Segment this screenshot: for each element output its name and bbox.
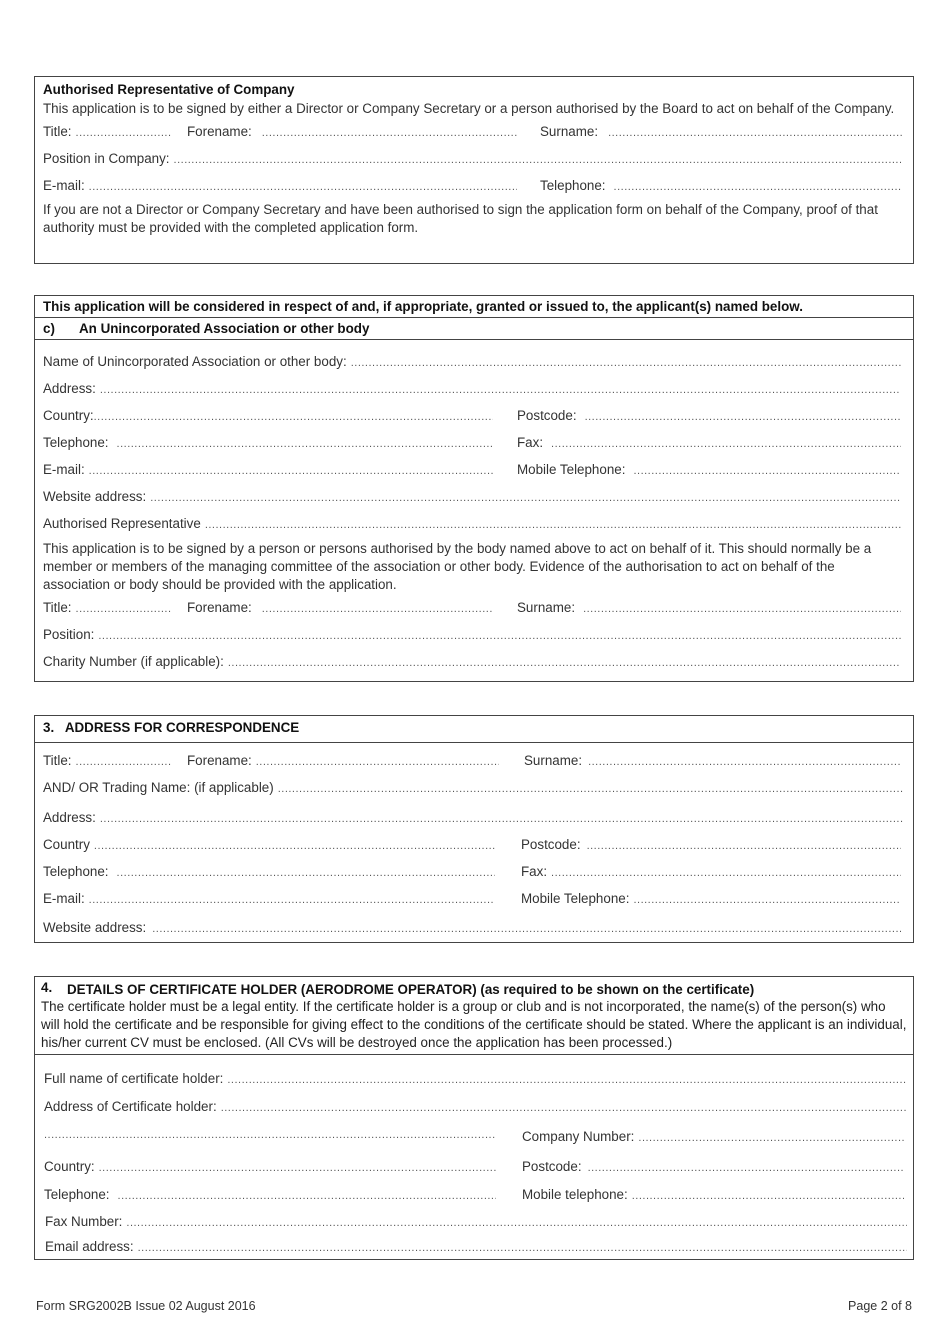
surname-field[interactable]: Surname: ..... xyxy=(524,753,901,768)
certificate-holder-address-field[interactable]: Address of Certificate holder: ..... xyxy=(44,1099,906,1114)
website-field[interactable]: Website address: ..... xyxy=(43,920,901,935)
auth-rep-position-row xyxy=(35,145,913,172)
certificate-holder-address-line2-field[interactable] xyxy=(44,1129,496,1141)
company-number-field[interactable]: Company Number: ..... xyxy=(522,1129,904,1144)
mobile-telephone-field[interactable]: Mobile telephone: ..... xyxy=(522,1187,904,1202)
fax-number-field[interactable]: Fax Number: ..... xyxy=(45,1214,907,1229)
mobile-telephone-field[interactable]: Mobile Telephone: ..... xyxy=(517,462,901,477)
certificate-holder-note: The certificate holder must be a legal entity. If the certificate holder is a group or club and is not incorporated, the name(s) of the person(s) who will hold the certificate and be responsible for giving effect to the conditions of the certificate should be stated. Where the applicant is an individual, his/her current CV must be enclosed. (All CVs will be destroyed once the application has been processed.) xyxy=(35,998,913,1055)
unincorporated-section xyxy=(34,295,914,682)
auth-rep-name-row xyxy=(35,118,913,145)
auth-rep-heading: Authorised Representative of Company xyxy=(43,82,295,97)
unincorporated-heading: This application will be considered in respect of and, if appropriate, granted or issued to, the applicant(s) named below. xyxy=(35,296,913,318)
address-field[interactable]: Address: ..... xyxy=(43,381,901,396)
mobile-telephone-field[interactable]: Mobile Telephone: ..... xyxy=(521,891,901,906)
email-address-field[interactable]: Email address: ..... xyxy=(45,1239,907,1254)
title-field[interactable]: Title: ..... xyxy=(43,753,171,768)
forename-field[interactable]: Forename: ..... xyxy=(187,600,493,615)
certificate-holder-heading: 4. DETAILS OF CERTIFICATE HOLDER (AERODROME OPERATOR) (as required to be shown on the certificate) xyxy=(41,980,755,997)
certificate-holder-name-field[interactable]: Full name of certificate holder: ..... xyxy=(44,1071,906,1086)
country-field[interactable]: Country: ..... xyxy=(43,408,493,423)
forename-field[interactable]: Forename: ..... xyxy=(187,124,517,139)
title-field[interactable]: Title: ..... xyxy=(43,600,171,615)
unincorporated-note: This application is to be signed by a person or persons authorised by the body named above to act on behalf of it. This should normally be a member or members of the managing committee of the association or other body. Evidence of the authorisation to act on behalf of the association or body should be provided with the application. xyxy=(43,541,872,592)
charity-number-field[interactable]: Charity Number (if applicable): ..... xyxy=(43,654,901,669)
title-field[interactable]: Title: ..... xyxy=(43,124,171,139)
telephone-field[interactable]: Telephone: ..... xyxy=(43,435,493,450)
country-field[interactable]: Country: ..... xyxy=(44,1159,496,1174)
email-field[interactable]: E-mail: ..... xyxy=(43,891,495,906)
correspondence-heading: 3. ADDRESS FOR CORRESPONDENCE xyxy=(35,716,913,743)
position-in-company-field[interactable]: Position in Company: ..... xyxy=(43,151,901,166)
surname-field[interactable]: Surname: ..... xyxy=(517,600,901,615)
telephone-field[interactable]: Telephone: ..... xyxy=(43,864,495,879)
form-reference: Form SRG2002B Issue 02 August 2016 xyxy=(36,1299,256,1313)
correspondence-section xyxy=(34,715,914,943)
fax-field[interactable]: Fax: ..... xyxy=(517,435,901,450)
trading-name-field[interactable]: AND/ OR Trading Name: (if applicable) ..... xyxy=(43,780,903,795)
email-field[interactable]: E-mail: ..... xyxy=(43,462,493,477)
auth-rep-contact-row xyxy=(35,172,913,199)
address-field[interactable]: Address: ..... xyxy=(43,810,903,825)
certificate-holder-section xyxy=(34,976,914,1260)
auth-rep-note: If you are not a Director or Company Secretary and have been authorised to sign the application form on behalf of the Company, proof of that authority must be provided with the completed application form. xyxy=(43,202,878,235)
surname-field[interactable]: Surname: ..... xyxy=(540,124,902,139)
fax-field[interactable]: Fax: ..... xyxy=(521,864,901,879)
postcode-field[interactable]: Postcode: ..... xyxy=(521,837,901,852)
telephone-field[interactable]: Telephone: ..... xyxy=(44,1187,496,1202)
association-name-field[interactable]: Name of Unincorporated Association or other body: ..... xyxy=(43,354,901,369)
forename-field[interactable]: Forename: ..... xyxy=(187,753,499,768)
page-number: Page 2 of 8 xyxy=(848,1299,912,1313)
auth-rep-intro: This application is to be signed by either a Director or Company Secretary or a person authorised by the Board to act on behalf of the Company. xyxy=(43,101,895,116)
telephone-field[interactable]: Telephone: ..... xyxy=(540,178,902,193)
authorised-representative-field[interactable]: Authorised Representative ..... xyxy=(43,516,901,531)
position-field[interactable]: Position: ..... xyxy=(43,627,901,642)
auth-rep-section xyxy=(34,76,914,264)
unincorporated-subheading: c) An Unincorporated Association or other body xyxy=(35,318,913,340)
postcode-field[interactable]: Postcode: ..... xyxy=(517,408,901,423)
country-field[interactable]: Country ..... xyxy=(43,837,495,852)
postcode-field[interactable]: Postcode: ..... xyxy=(522,1159,904,1174)
website-field[interactable]: Website address: ..... xyxy=(43,489,901,504)
email-field[interactable]: E-mail: ..... xyxy=(43,178,517,193)
